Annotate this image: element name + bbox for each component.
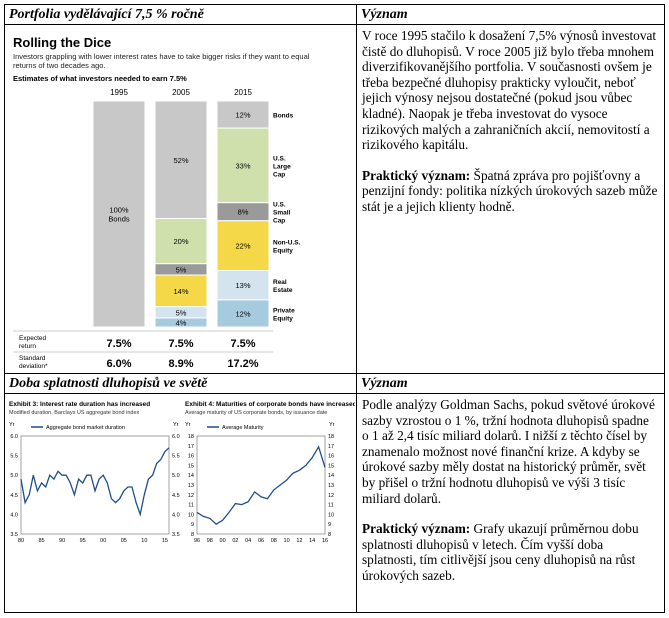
- row1-practical-label: Praktický význam:: [362, 167, 471, 183]
- duration-svg: [5, 394, 355, 612]
- row1-paragraph: V roce 1995 stačilo k dosažení 7,5% výnosů investovat čistě do dluhopisů. V roce 2005 již bylo třeba mnohem diverzifikovanějšího portfolia. V současnosti ovšem je třeba bezpečné dluhopisy prakticky vyloučit, neboť jejich výnosy nejsou dostatečné (pokud jsou vůbec kladné). Naopak je třeba investovat do vysoce rizikových malých a zahraničních akcií, nemovitostí a rizikového kapitálu.: [362, 28, 657, 153]
- chart1-title: Rolling the Dice: [13, 35, 112, 50]
- row1-chart-cell: [5, 25, 357, 374]
- row1-header-left: Portfolia vydělávající 7,5 % ročně: [5, 5, 357, 25]
- duration-charts: [5, 394, 355, 612]
- bar-value-label: 12%: [235, 110, 251, 120]
- row2-header-left: Doba splatnosti dluhopisů ve světě: [5, 374, 357, 394]
- row1-header-right: Význam: [357, 5, 665, 25]
- year-label-2005: 2005: [172, 88, 190, 97]
- y2-tick-label: 9: [328, 522, 332, 529]
- expected-return-label: Expected return: [19, 335, 47, 350]
- y2-tick-label: 3.5: [172, 532, 180, 538]
- x-tick-label: 95: [79, 538, 86, 544]
- row2-practical-label: Praktický význam:: [362, 521, 471, 537]
- bar-value-label: 5%: [175, 308, 187, 318]
- year-label-1995: 1995: [110, 88, 128, 97]
- y-tick-label: 4.5: [10, 492, 18, 499]
- series-line: [21, 448, 169, 515]
- chart-title: Exhibit 3: Interest rate duration has increased: [9, 401, 151, 408]
- bar-value-label: 5%: [175, 265, 187, 275]
- bar-value-label: 33%: [235, 161, 251, 171]
- x-tick-label: 00: [219, 538, 226, 544]
- y-tick-label: 13: [187, 483, 194, 489]
- bar-value-label: 13%: [235, 281, 251, 291]
- y2-tick-label: 13: [328, 483, 335, 489]
- bar-value-label: 12%: [235, 309, 251, 319]
- row2-chart-cell: [5, 394, 357, 613]
- x-tick-label: 10: [141, 538, 148, 544]
- y-tick-label: 8: [190, 532, 194, 538]
- x-tick-label: 80: [17, 538, 25, 544]
- x-tick-label: 08: [270, 538, 277, 544]
- y2-tick-label: 18: [328, 434, 335, 440]
- x-tick-label: 15: [161, 538, 168, 544]
- y2-tick-label: 6.0: [172, 434, 180, 440]
- x-tick-label: 98: [206, 538, 213, 544]
- x-tick-label: 96: [193, 538, 201, 544]
- row1-practical-text: Špatná zpráva pro pojišťovny a penzijní fondy: politika nízkých úrokových sazeb může stát je a jejich klienty hodně.: [362, 167, 658, 214]
- year-label-2015: 2015: [234, 88, 252, 97]
- x-tick-label: 05: [120, 538, 127, 544]
- y2-tick-label: 16: [328, 453, 335, 460]
- legend-label: Non-U.S. Equity: [273, 239, 301, 255]
- x-tick-label: 00: [100, 538, 107, 544]
- legend-label: Real Estate: [273, 279, 293, 295]
- y-tick-label: 3.5: [10, 532, 18, 538]
- chart-title: Exhibit 4: Maturities of corporate bonds have increased: [185, 401, 355, 408]
- x-tick-label: 04: [245, 538, 252, 544]
- row2-practical-text: Grafy ukazují průměrnou dobu splatnosti dluhopisů v letech. Čím vyšší doba splatnosti, tím citlivější jsou ceny dluhopisů na růst úrokových sazeb.: [362, 521, 639, 583]
- row2-paragraph: Podle analýzy Goldman Sachs, pokud světové úrokové sazby vzrostou o 1 %, tržní hodnota dluhopisů spadne o 1 až 2,4 tisíc miliard dolarů. I nižší z těchto čísel by znamenalo možnost nové finanční krize. A kdyby se úrokové sazby měly dostat na historický průměr, svět by přišel o tržní hodnotu dluhopisů ve výši 3 tisíc miliard dolarů.: [362, 397, 655, 506]
- y-tick-label: 11: [188, 502, 194, 509]
- y-tick-label: 18: [187, 434, 194, 440]
- legend-label: Average Maturity: [222, 425, 264, 431]
- std-dev-label: Standard deviation*: [19, 355, 48, 370]
- expected-return-value: 7.5%: [168, 338, 194, 350]
- bar-value-label: 14%: [173, 286, 189, 296]
- y2-tick-label: 5.5: [172, 453, 180, 460]
- bar-value-label: 100% Bonds: [108, 205, 130, 224]
- x-tick-label: 90: [59, 538, 66, 544]
- x-tick-label: 06: [257, 538, 265, 544]
- y2-tick-label: 14: [328, 473, 335, 480]
- x-tick-label: 02: [232, 538, 239, 544]
- y-tick-label: 5.5: [10, 453, 18, 460]
- rolling-dice-chart: [5, 25, 355, 373]
- series-line: [197, 447, 325, 524]
- y-tick-label: 4.0: [10, 512, 18, 519]
- std-dev-value: 8.9%: [168, 358, 194, 370]
- y2-tick-label: 4.0: [172, 512, 180, 519]
- y2-tick-label: 12: [328, 492, 335, 499]
- row1-practical: [362, 168, 658, 215]
- y-axis-label: Yr: [9, 422, 15, 428]
- y-tick-label: 5.0: [10, 473, 18, 480]
- bar-value-label: 4%: [175, 318, 187, 328]
- y-tick-label: 9: [190, 522, 194, 529]
- y-tick-label: 12: [187, 492, 194, 499]
- chart1-subtitle2: Estimates of what investors needed to earn 7.5%: [13, 74, 187, 83]
- chart-subtitle: Modified duration, Barclays US aggregate bond index: [9, 410, 140, 416]
- legend-label: U.S. Large Cap: [273, 155, 291, 179]
- y2-tick-label: 5.0: [172, 473, 180, 480]
- legend-label: U.S. Small Cap: [273, 201, 291, 225]
- y-tick-label: 16: [187, 453, 194, 460]
- plot-frame: [197, 436, 325, 534]
- row2-text-cell: [357, 394, 665, 613]
- y-tick-label: 14: [187, 473, 194, 480]
- x-tick-label: 85: [38, 538, 45, 544]
- std-dev-value: 17.2%: [227, 358, 259, 370]
- y2-tick-label: 15: [328, 463, 335, 470]
- chart-subtitle: Average maturity of US corporate bonds, by issuance date: [185, 410, 328, 416]
- document-table: [4, 4, 665, 613]
- x-tick-label: 10: [283, 538, 290, 544]
- row2-practical: [362, 521, 658, 583]
- y-tick-label: 17: [187, 443, 194, 450]
- y-tick-label: 15: [187, 463, 194, 470]
- y2-tick-label: 11: [328, 502, 334, 509]
- bar-value-label: 52%: [173, 155, 189, 165]
- y-tick-label: 10: [187, 512, 194, 519]
- expected-return-value: 7.5%: [230, 338, 256, 350]
- chart1-subtitle: Investors grappling with lower interest rates have to take bigger risks if they want to equal returns of two decades ago.: [13, 52, 310, 70]
- expected-return-value: 7.5%: [106, 338, 132, 350]
- legend-label: Bonds: [273, 112, 294, 120]
- y-tick-label: 6.0: [10, 434, 18, 440]
- y2-tick-label: 17: [328, 443, 335, 450]
- std-dev-value: 6.0%: [106, 358, 132, 370]
- y-axis-label: Yr: [185, 422, 191, 428]
- y2-tick-label: 10: [328, 512, 335, 519]
- bar-value-label: 20%: [173, 237, 189, 247]
- y2-axis-label: Yr: [173, 422, 179, 428]
- x-tick-label: 14: [309, 538, 316, 544]
- x-tick-label: 16: [321, 538, 329, 544]
- y2-tick-label: 8: [328, 532, 332, 538]
- legend-label: Aggregate bond market duration: [46, 425, 125, 431]
- y2-tick-label: 4.5: [172, 492, 180, 499]
- bar-value-label: 22%: [235, 241, 251, 251]
- row1-text-cell: [357, 25, 665, 374]
- bar-value-label: 8%: [237, 207, 249, 217]
- y2-axis-label: Yr: [329, 422, 335, 428]
- legend-label: Private Equity: [273, 307, 295, 323]
- row2-header-right: Význam: [357, 374, 665, 394]
- x-tick-label: 12: [296, 538, 303, 544]
